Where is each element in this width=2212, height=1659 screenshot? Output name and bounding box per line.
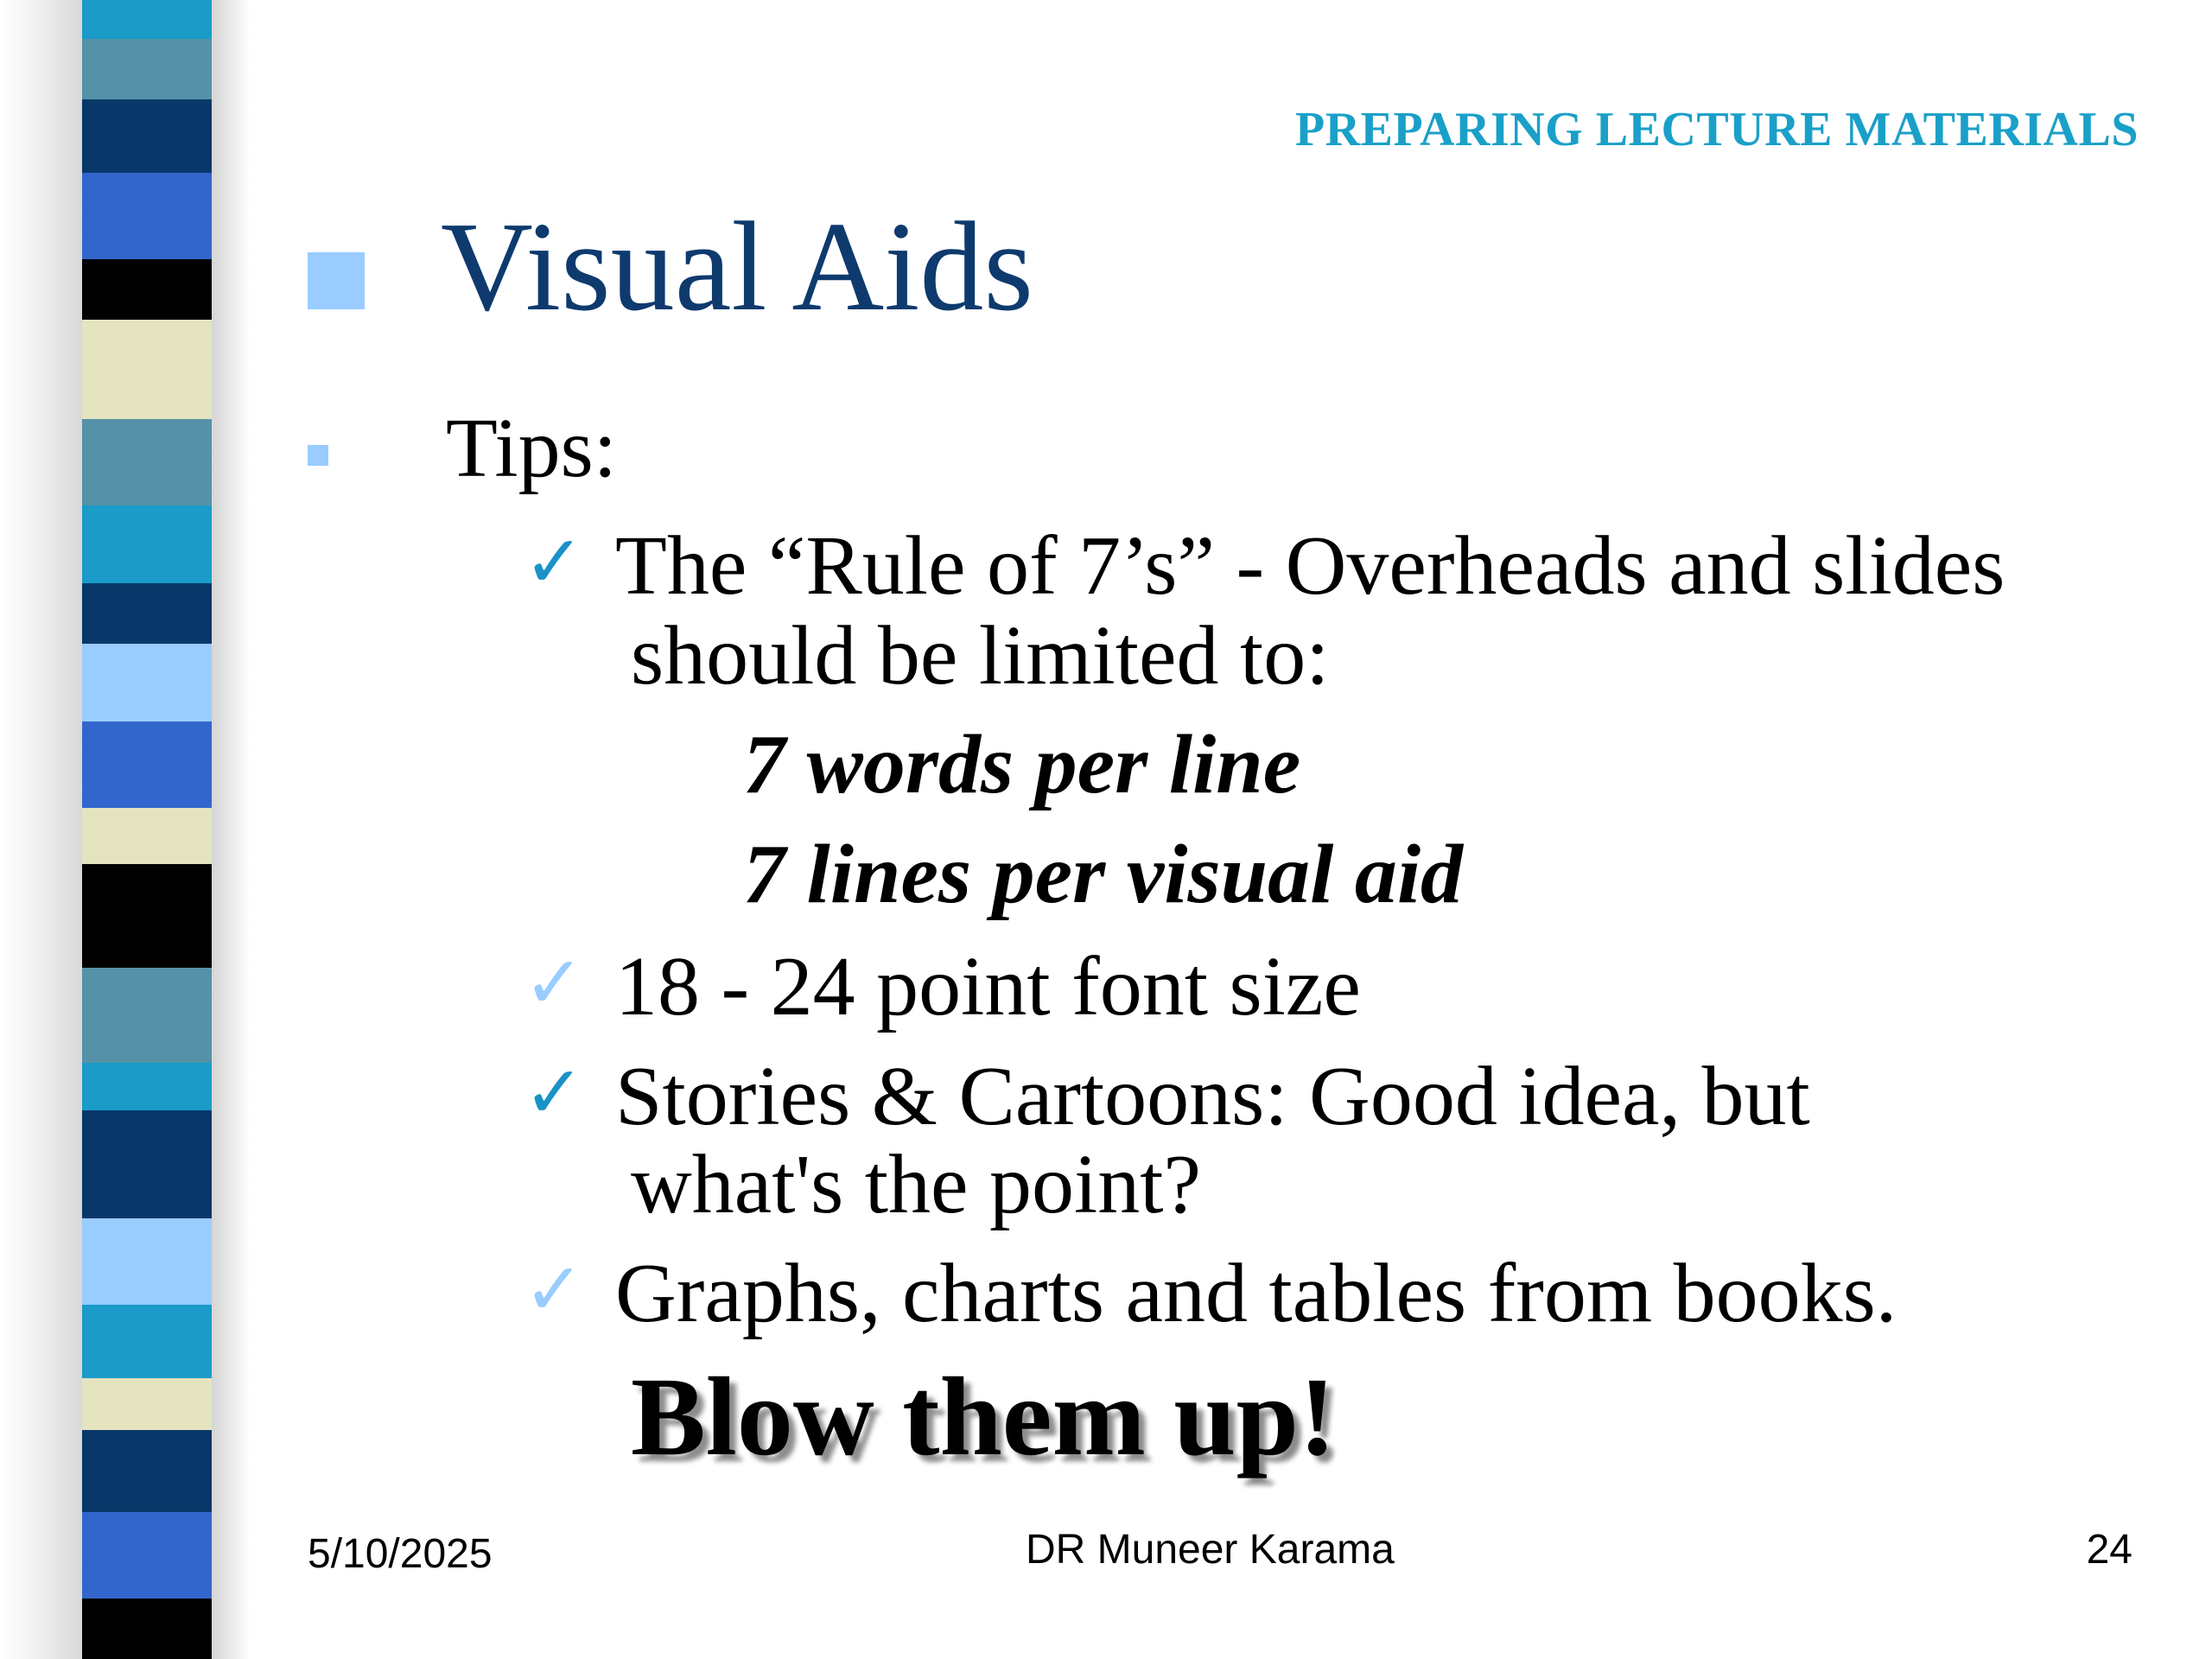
bullet-rule-line1: The “Rule of 7’s” - Overheads and slides	[615, 519, 2005, 613]
sidebar-stripe	[82, 1063, 212, 1110]
tips-label: Tips:	[446, 402, 618, 495]
sidebar-stripe	[82, 864, 212, 968]
sidebar-stripe	[82, 259, 212, 320]
sidebar-stripe	[82, 320, 212, 419]
sidebar-stripe	[82, 1430, 212, 1512]
rule-sub-item-lines: 7 lines per visual aid	[743, 828, 1464, 921]
checkmark-icon: ✓	[524, 1247, 585, 1332]
footer-page-number: 24	[2086, 1527, 2133, 1573]
square-bullet-icon	[308, 445, 328, 466]
footer-date: 5/10/2025	[308, 1531, 493, 1577]
sidebar-stripe	[82, 419, 212, 505]
sidebar-stripe	[82, 39, 212, 99]
checkmark-icon: ✓	[524, 1050, 585, 1135]
sidebar-stripe	[82, 1512, 212, 1599]
blow-them-up-callout: Blow them up!	[631, 1355, 1337, 1479]
sidebar-stripe	[82, 1110, 212, 1218]
slide-heading: Visual Aids	[441, 196, 1033, 338]
sidebar-stripe	[82, 721, 212, 808]
sidebar-stripe	[82, 808, 212, 864]
bullet-graphs: Graphs, charts and tables from books.	[615, 1247, 1897, 1340]
checkmark-icon: ✓	[524, 940, 585, 1025]
sidebar-stripe	[82, 583, 212, 644]
sidebar-stripe	[82, 1378, 212, 1430]
sidebar-stripe	[82, 173, 212, 259]
sidebar-stripe	[82, 0, 212, 39]
bullet-stories-line2: what's the point?	[631, 1138, 1201, 1231]
sidebar-stripe	[82, 1218, 212, 1305]
sidebar-stripe	[82, 505, 212, 583]
checkmark-icon: ✓	[524, 519, 585, 604]
slide-header-title: PREPARING LECTURE MATERIALS	[1295, 103, 2139, 156]
striped-sidebar-decoration	[82, 0, 212, 1659]
sidebar-stripe	[82, 1599, 212, 1659]
sidebar-shade	[0, 0, 95, 1659]
sidebar-stripe	[82, 968, 212, 1063]
bullet-stories-line1: Stories & Cartoons: Good idea, but	[615, 1050, 1810, 1143]
footer-author: DR Muneer Karama	[1026, 1527, 1395, 1573]
sidebar-stripe	[82, 99, 212, 173]
bullet-font-size: 18 - 24 point font size	[615, 940, 1361, 1033]
rule-sub-item-words: 7 words per line	[743, 718, 1301, 811]
bullet-rule-line2: should be limited to:	[631, 609, 1330, 702]
square-bullet-icon	[308, 252, 365, 309]
sidebar-stripe	[82, 644, 212, 721]
sidebar-stripe	[82, 1305, 212, 1378]
